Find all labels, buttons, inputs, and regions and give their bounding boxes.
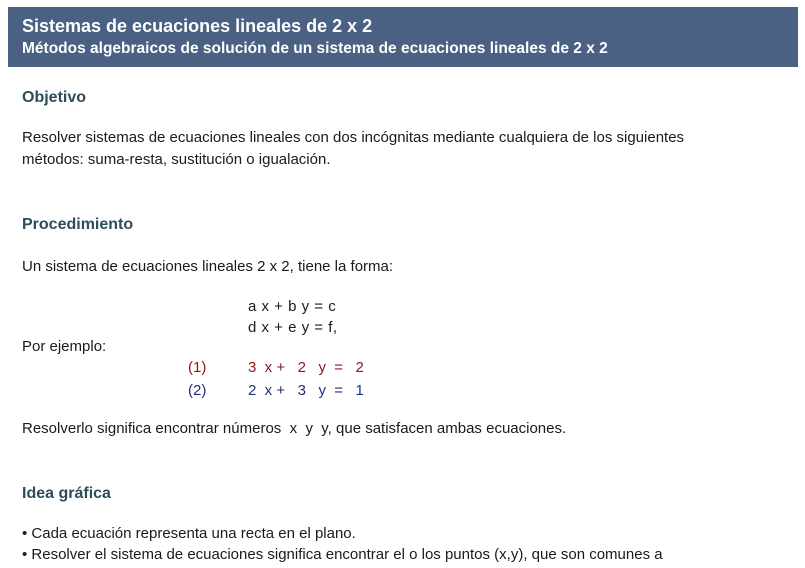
heading-procedimiento: Procedimiento	[22, 216, 134, 233]
objetivo-line-2: métodos: suma-resta, sustitución o igualación.	[22, 151, 331, 168]
resolverlo-text: Resolverlo significa encontrar números x y y, que satisfacen ambas ecuaciones.	[22, 420, 567, 437]
por-ejemplo-label: Por ejemplo:	[22, 338, 107, 355]
example-eq-2: 2 x + 3 y = 1	[248, 382, 364, 399]
bullet-item-1: • Cada ecuación representa una recta en el plano.	[22, 525, 356, 542]
example-eq-1-number: (1)	[188, 359, 207, 376]
heading-objetivo: Objetivo	[22, 89, 87, 106]
page-title: Sistemas de ecuaciones lineales de 2 x 2	[22, 16, 373, 36]
page-header	[8, 7, 798, 67]
objetivo-line-1: Resolver sistemas de ecuaciones lineales con dos incógnitas mediante cualquiera de los siguientes	[22, 129, 685, 146]
heading-idea-grafica: Idea gráfica	[22, 485, 111, 502]
general-form-eq-1: a x + b y = c	[248, 298, 337, 315]
procedimiento-intro: Un sistema de ecuaciones lineales 2 x 2, tiene la forma:	[22, 258, 394, 275]
general-form-eq-2: d x + e y = f,	[248, 319, 338, 336]
page-subtitle: Métodos algebraicos de solución de un sistema de ecuaciones lineales de 2 x 2	[22, 40, 608, 57]
bullet-item-2: • Resolver el sistema de ecuaciones significa encontrar el o los puntos (x,y), que son comunes a	[22, 546, 663, 563]
example-eq-2-number: (2)	[188, 382, 207, 399]
example-eq-1: 3 x + 2 y = 2	[248, 359, 364, 376]
